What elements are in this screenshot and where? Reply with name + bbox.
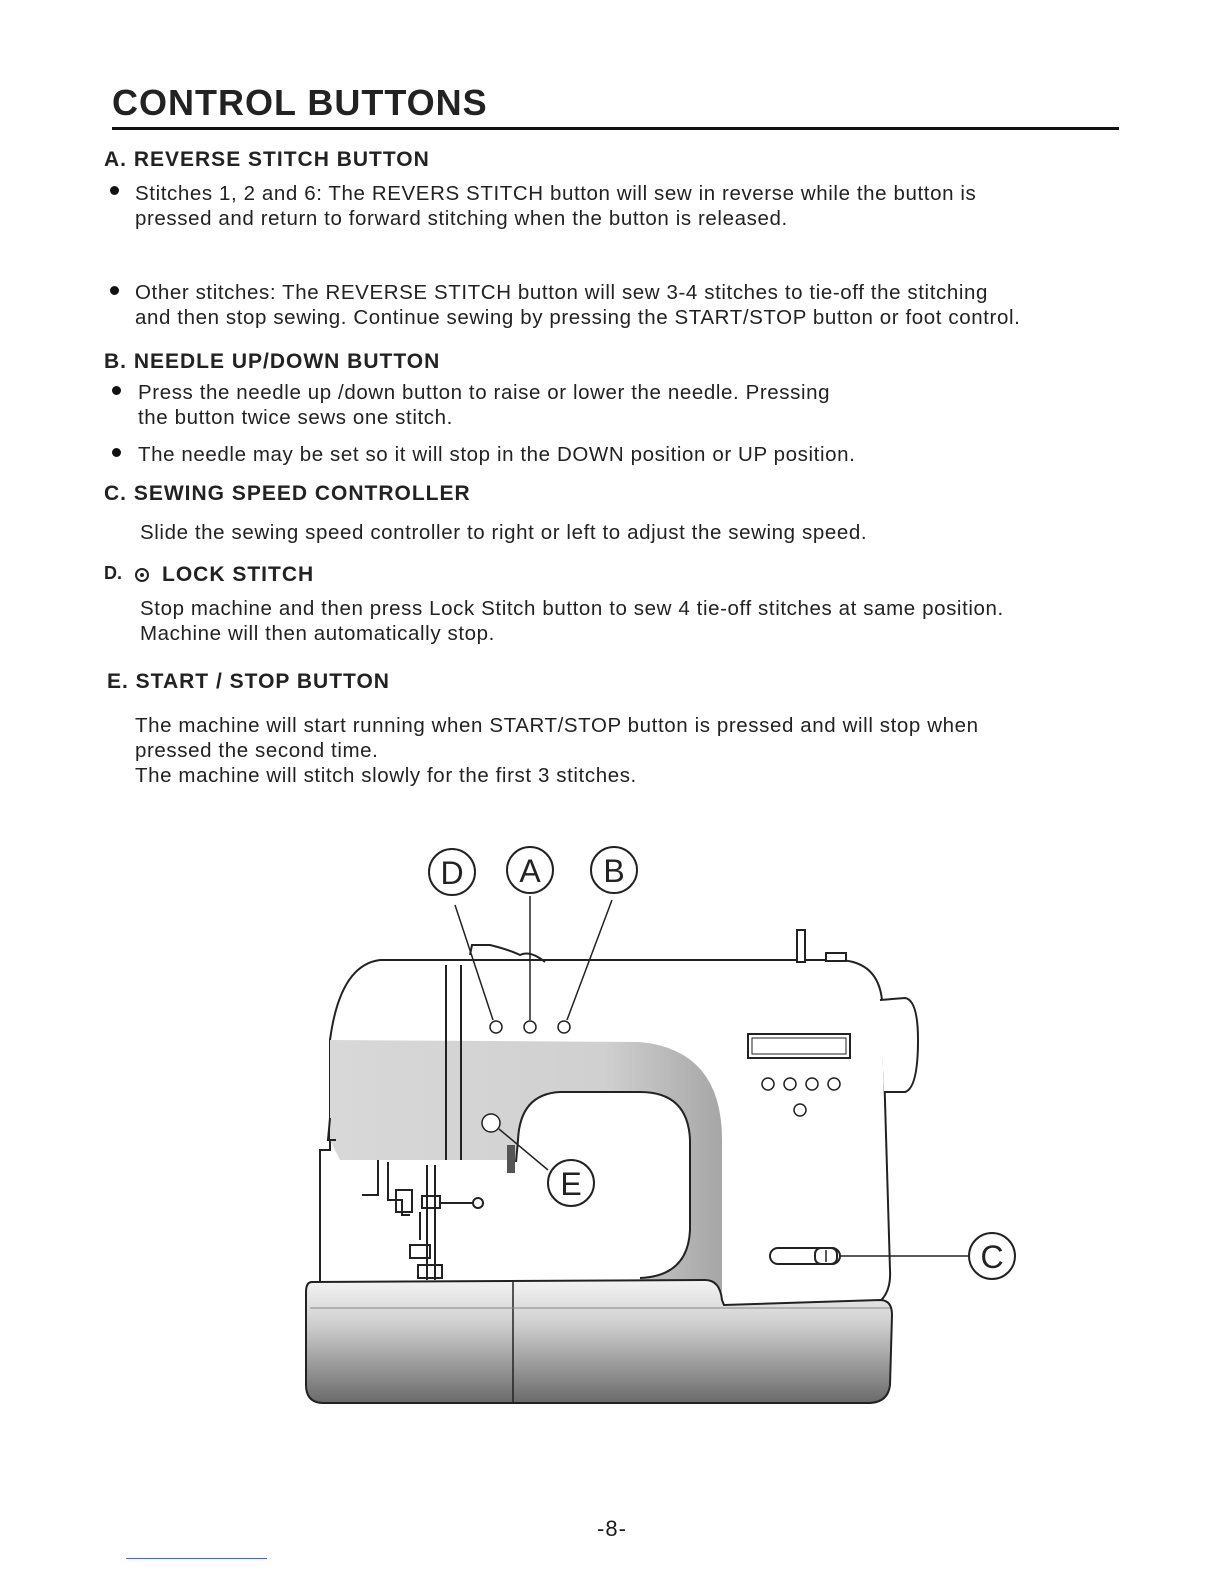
text-line: Press the needle up /down button to raise or lower the needle. Pressing: [138, 381, 831, 404]
handwheel: [880, 998, 918, 1092]
callout-b-label: B: [603, 853, 625, 889]
text-line: Other stitches: The REVERSE STITCH button will sew 3-4 stitches to tie-off the stitching: [135, 281, 988, 304]
section-a-heading: A. REVERSE STITCH BUTTON: [104, 148, 430, 171]
text-line: the button twice sews one stitch.: [138, 406, 453, 429]
footer-line: [126, 1558, 267, 1559]
panel-button: [762, 1078, 774, 1090]
reverse-stitch-button: [524, 1021, 536, 1033]
text-line: The machine will stitch slowly for the first 3 stitches.: [135, 764, 637, 787]
callout-e-label: E: [560, 1166, 582, 1202]
callout-d-label: D: [440, 855, 464, 891]
panel-button: [828, 1078, 840, 1090]
section-d-prefix: D.: [104, 563, 122, 583]
bobbin-winder: [826, 953, 846, 961]
thread-lever: [507, 1145, 515, 1173]
start-stop-button: [482, 1114, 500, 1132]
panel-button: [806, 1078, 818, 1090]
text-line: The machine will start running when START/STOP button is pressed and will stop when: [135, 714, 979, 737]
section-c-heading: C. SEWING SPEED CONTROLLER: [104, 482, 471, 505]
panel-button: [784, 1078, 796, 1090]
needle-up-down-button: [558, 1021, 570, 1033]
lock-stitch-button: [490, 1021, 502, 1033]
section-e-heading: E. START / STOP BUTTON: [107, 670, 390, 693]
text-line: and then stop sewing. Continue sewing by pressing the START/STOP button or foot control.: [135, 306, 1021, 329]
text-line: Stop machine and then press Lock Stitch button to sew 4 tie-off stitches at same position.: [140, 597, 1004, 620]
callout-a-label: A: [519, 853, 541, 889]
spool-pin: [797, 930, 805, 962]
text-line: Stitches 1, 2 and 6: The REVERS STITCH button will sew in reverse while the button is: [135, 182, 977, 205]
page-title: CONTROL BUTTONS: [112, 82, 488, 123]
text-line: Slide the sewing speed controller to right or left to adjust the sewing speed.: [140, 521, 868, 544]
panel-button: [794, 1104, 806, 1116]
text-line: pressed and return to forward stitching when the button is released.: [135, 207, 788, 230]
text-line: Machine will then automatically stop.: [140, 622, 495, 645]
callout-c-label: C: [980, 1239, 1004, 1275]
section-d-heading: LOCK STITCH: [162, 563, 315, 586]
text-line: The needle may be set so it will stop in the DOWN position or UP position.: [138, 443, 856, 466]
text-line: pressed the second time.: [135, 739, 379, 762]
page-number: -8-: [597, 1516, 627, 1541]
section-b-heading: B. NEEDLE UP/DOWN BUTTON: [104, 350, 441, 373]
